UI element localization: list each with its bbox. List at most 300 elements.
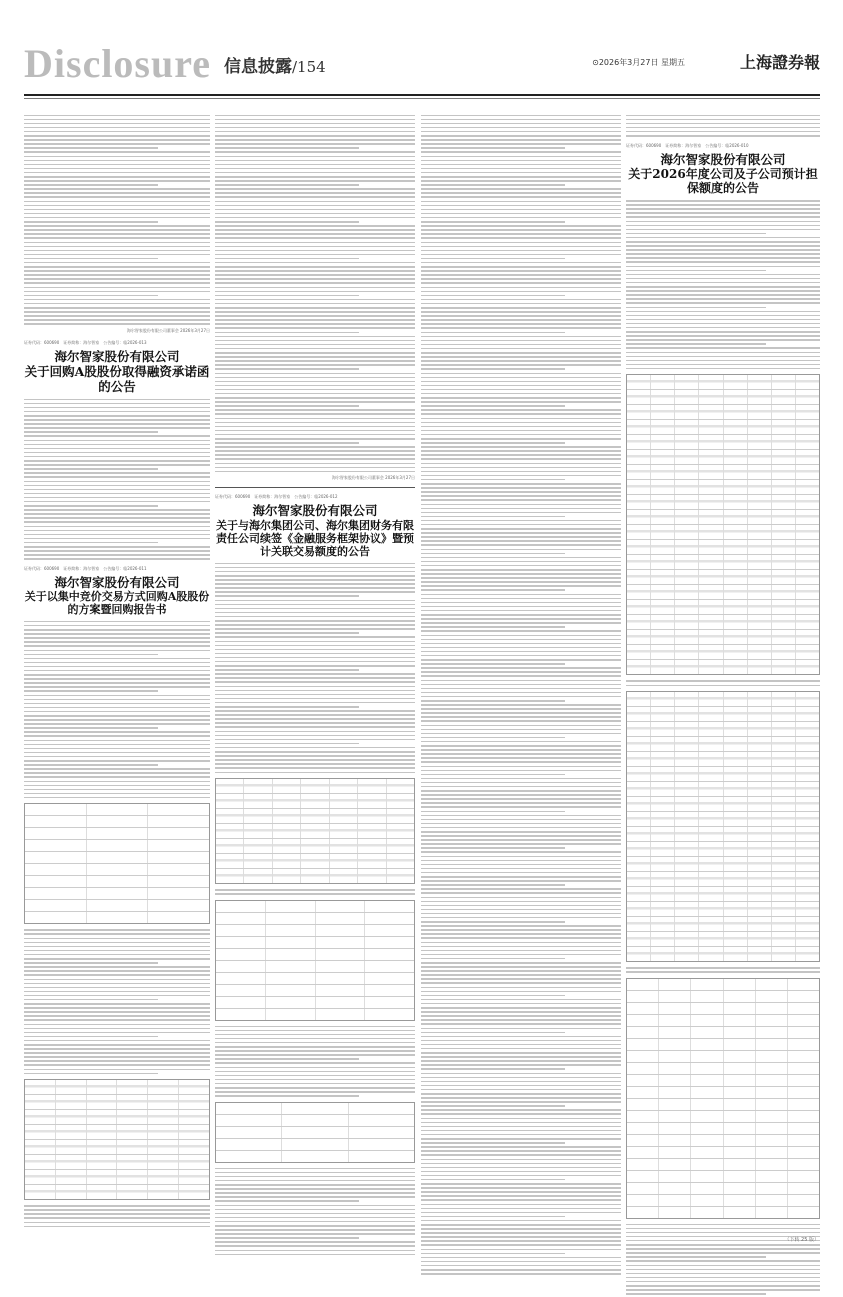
table-cell <box>724 495 748 509</box>
table-cell <box>266 925 316 936</box>
table-cell <box>627 1171 659 1182</box>
text-line <box>24 1007 210 1009</box>
text-line <box>24 472 210 474</box>
text-line <box>421 434 621 436</box>
table-cell <box>627 887 651 901</box>
text-line <box>421 438 621 440</box>
text-line <box>421 974 621 976</box>
text-line <box>24 933 210 935</box>
table-cell <box>659 1099 691 1110</box>
text-line <box>215 254 415 256</box>
text-line <box>421 282 621 284</box>
text-line <box>215 426 415 428</box>
text-line <box>421 819 621 821</box>
text-line <box>626 216 820 218</box>
text-line <box>421 266 621 268</box>
text-line <box>215 299 415 301</box>
table-cell <box>724 435 748 449</box>
text-line <box>215 373 415 375</box>
text-line <box>421 880 621 882</box>
text-line <box>421 966 621 968</box>
table-cell <box>788 1111 819 1122</box>
text-line <box>421 119 621 121</box>
table-cell <box>627 660 651 674</box>
text-line <box>421 680 621 682</box>
text-line <box>215 1046 415 1048</box>
text-line <box>626 274 820 276</box>
text-line <box>421 356 621 358</box>
text-line <box>215 205 415 207</box>
text-line <box>215 751 415 753</box>
table-cell <box>244 809 272 823</box>
table-cell <box>273 794 301 808</box>
table-cell <box>365 985 414 996</box>
table-cell <box>748 420 772 434</box>
table-cell <box>675 917 699 931</box>
text-line <box>215 430 415 432</box>
text-line <box>421 802 621 804</box>
stock-info: 证券代码：600690 证券简称：海尔智家 公告编号：临2026-011 <box>24 565 147 571</box>
table-cell <box>748 375 772 389</box>
text-line <box>421 450 621 452</box>
text-line <box>215 164 415 166</box>
table-cell <box>659 1159 691 1170</box>
text-line <box>421 1265 621 1267</box>
table-cell <box>796 480 819 494</box>
table-cell <box>772 645 796 659</box>
text-line <box>421 860 621 862</box>
masthead <box>24 34 820 92</box>
text-line <box>215 184 359 186</box>
text-line <box>421 925 621 927</box>
table-cell <box>699 887 723 901</box>
table-cell <box>748 630 772 644</box>
text-line <box>24 534 210 536</box>
text-line <box>24 748 210 750</box>
text-line <box>421 344 621 346</box>
table-cell <box>724 1087 756 1098</box>
table-cell <box>659 1147 691 1158</box>
paper-name: 上海證券報 <box>739 53 820 72</box>
text-line <box>421 798 621 800</box>
table-cell <box>25 1125 56 1139</box>
table-cell <box>282 1127 348 1138</box>
text-line <box>24 526 210 528</box>
text-line <box>215 726 415 728</box>
table-cell <box>699 752 723 766</box>
table-cell <box>724 1051 756 1062</box>
table-cell <box>724 375 748 389</box>
text-line <box>215 677 415 679</box>
text-line <box>626 315 820 317</box>
table-cell <box>148 1140 179 1154</box>
table-cell <box>772 707 796 721</box>
article-header <box>24 566 210 617</box>
text-line <box>24 641 210 643</box>
table-cell <box>627 991 659 1002</box>
text-line <box>215 735 415 737</box>
text-line <box>24 666 210 668</box>
text-line <box>215 612 415 614</box>
text-line <box>421 1118 621 1120</box>
table-cell <box>772 767 796 781</box>
table-cell <box>772 872 796 886</box>
table-cell <box>179 1155 209 1169</box>
text-line <box>215 147 359 149</box>
text-line <box>626 237 820 239</box>
table-cell <box>691 1051 723 1062</box>
table-cell <box>756 1039 788 1050</box>
table-cell <box>675 782 699 796</box>
text-line <box>215 213 415 215</box>
table-cell <box>117 1080 148 1094</box>
text-line <box>215 1050 415 1052</box>
table-cell <box>659 1015 691 1026</box>
text-line <box>215 352 415 354</box>
text-line <box>421 520 621 522</box>
table-cell <box>748 615 772 629</box>
table-cell <box>627 827 651 841</box>
text-line <box>215 258 359 260</box>
text-line <box>421 782 621 784</box>
table-cell <box>724 540 748 554</box>
text-line <box>24 262 210 264</box>
text-line <box>421 626 565 628</box>
text-line <box>421 549 621 551</box>
table-cell <box>748 645 772 659</box>
table-cell <box>724 947 748 961</box>
text-line <box>24 1036 158 1038</box>
table-cell <box>724 645 748 659</box>
table-cell <box>365 961 414 972</box>
text-line <box>421 1244 621 1246</box>
table-cell <box>301 824 329 838</box>
text-line <box>215 397 415 399</box>
text-line <box>24 184 158 186</box>
text-line <box>215 772 415 774</box>
table-cell <box>748 737 772 751</box>
table-cell <box>772 600 796 614</box>
text-line <box>24 662 210 664</box>
text-line <box>215 1241 415 1243</box>
article-body <box>24 621 210 799</box>
text-line <box>24 942 210 944</box>
table-cell <box>748 390 772 404</box>
table-cell <box>216 961 266 972</box>
text-line <box>24 221 158 223</box>
table-cell <box>699 540 723 554</box>
text-line <box>24 629 210 631</box>
table-row <box>627 660 819 674</box>
text-line <box>421 340 621 342</box>
article-body <box>24 929 210 1074</box>
table-cell <box>788 1159 819 1170</box>
text-line <box>24 1226 210 1228</box>
table-cell <box>651 510 675 524</box>
table-cell <box>627 917 651 931</box>
text-line <box>24 744 210 746</box>
text-line <box>626 1232 820 1234</box>
table-cell <box>659 1075 691 1086</box>
table-row <box>627 752 819 767</box>
table-row <box>627 1111 819 1123</box>
table-cell <box>748 767 772 781</box>
table-cell <box>788 1171 819 1182</box>
table-cell <box>675 902 699 916</box>
table-cell <box>365 925 414 936</box>
text-line <box>24 493 210 495</box>
text-line <box>24 307 210 309</box>
text-line <box>626 119 820 121</box>
table-cell <box>627 1183 659 1194</box>
table-cell <box>216 937 266 948</box>
table-cell <box>675 525 699 539</box>
text-line <box>421 585 621 587</box>
table-cell <box>796 812 819 826</box>
text-line <box>215 434 415 436</box>
text-line <box>215 1091 415 1093</box>
text-line <box>421 970 621 972</box>
table-cell <box>627 1111 659 1122</box>
text-line <box>421 213 621 215</box>
table-cell <box>87 1140 118 1154</box>
table-row <box>216 794 414 809</box>
text-line <box>24 399 210 401</box>
table-cell <box>772 752 796 766</box>
text-line <box>626 298 820 300</box>
text-line <box>421 426 621 428</box>
table-cell <box>651 932 675 946</box>
text-line <box>626 204 820 206</box>
text-line <box>215 225 415 227</box>
table-cell <box>330 869 358 883</box>
table-cell <box>756 1027 788 1038</box>
table-cell <box>748 555 772 569</box>
text-line <box>421 847 565 849</box>
text-line <box>626 1256 766 1258</box>
text-line <box>421 1216 565 1218</box>
text-line <box>626 1277 820 1279</box>
text-line <box>421 1085 621 1087</box>
text-line <box>215 673 415 675</box>
table-row <box>627 570 819 585</box>
text-line <box>215 115 415 117</box>
text-line <box>626 135 820 137</box>
table-cell <box>25 840 87 851</box>
data-table <box>215 900 415 1021</box>
text-line <box>24 781 210 783</box>
text-line <box>24 731 210 733</box>
table-cell <box>651 495 675 509</box>
table-cell <box>627 812 651 826</box>
article-body <box>626 1224 820 1295</box>
table-cell <box>675 600 699 614</box>
table-cell <box>365 913 414 924</box>
text-line <box>421 577 621 579</box>
table-cell <box>788 1207 819 1218</box>
table-cell <box>724 902 748 916</box>
table-row <box>627 390 819 405</box>
table-cell <box>724 707 748 721</box>
text-line <box>215 217 415 219</box>
text-line <box>421 475 621 477</box>
text-line <box>421 647 621 649</box>
table-cell <box>756 1003 788 1014</box>
table-cell <box>266 949 316 960</box>
table-cell <box>796 917 819 931</box>
table-cell <box>724 510 748 524</box>
continued-note: （下转 25 版） <box>784 1237 819 1243</box>
text-line <box>421 610 621 612</box>
table-cell <box>724 630 748 644</box>
text-line <box>24 995 210 997</box>
text-line <box>215 270 415 272</box>
table-cell <box>748 510 772 524</box>
table-cell <box>179 1095 209 1109</box>
text-line <box>24 974 210 976</box>
table-row <box>627 872 819 887</box>
text-line <box>421 471 621 473</box>
text-line <box>421 737 565 739</box>
table-cell <box>148 888 209 899</box>
text-line <box>24 250 210 252</box>
text-line <box>421 991 621 993</box>
table-cell <box>216 809 244 823</box>
table-cell <box>651 872 675 886</box>
text-line <box>421 151 621 153</box>
text-line <box>421 1093 621 1095</box>
text-line <box>24 509 210 511</box>
table-cell <box>796 405 819 419</box>
text-line <box>215 1034 415 1036</box>
text-line <box>24 950 210 952</box>
table-cell <box>724 570 748 584</box>
table-cell <box>659 1063 691 1074</box>
table-cell <box>699 722 723 736</box>
table-row <box>216 997 414 1009</box>
table-cell <box>675 450 699 464</box>
brand-logo: Disclosure <box>24 41 212 86</box>
table-cell <box>699 600 723 614</box>
table-cell <box>756 1147 788 1158</box>
text-line <box>215 743 359 745</box>
text-line <box>24 1028 210 1030</box>
table-cell <box>675 932 699 946</box>
table-cell <box>316 985 366 996</box>
text-line <box>24 699 210 701</box>
table-cell <box>316 925 366 936</box>
text-line <box>215 1250 415 1252</box>
table-cell <box>627 570 651 584</box>
text-line <box>215 1237 359 1239</box>
table-cell <box>25 912 87 923</box>
table-row <box>216 824 414 839</box>
text-line <box>421 901 621 903</box>
text-line <box>215 767 415 769</box>
table-cell <box>748 465 772 479</box>
text-line <box>421 1199 621 1201</box>
text-line <box>215 307 415 309</box>
table-cell <box>301 794 329 808</box>
table-cell <box>651 887 675 901</box>
text-line <box>421 409 621 411</box>
table-cell <box>627 947 651 961</box>
table-cell <box>216 794 244 808</box>
table-cell <box>675 812 699 826</box>
table-cell <box>349 1115 414 1126</box>
table-cell <box>691 1099 723 1110</box>
text-line <box>421 622 621 624</box>
text-line <box>421 675 621 677</box>
table-row <box>627 1183 819 1195</box>
text-line <box>421 1023 621 1025</box>
table-cell <box>651 707 675 721</box>
article-sign: 海尔智家股份有限公司董事会 2026年3月27日 <box>126 327 210 333</box>
text-line <box>421 192 621 194</box>
table-cell <box>216 1151 282 1162</box>
text-line <box>215 1192 415 1194</box>
table-cell <box>651 782 675 796</box>
table-cell <box>365 1009 414 1020</box>
text-line <box>215 348 415 350</box>
text-line <box>421 401 621 403</box>
table-cell <box>330 824 358 838</box>
text-line <box>421 753 621 755</box>
table-cell <box>724 1195 756 1206</box>
table-cell <box>675 707 699 721</box>
table-cell <box>56 1095 87 1109</box>
table-cell <box>796 375 819 389</box>
table-cell <box>387 809 414 823</box>
text-line <box>24 546 210 548</box>
table-cell <box>796 842 819 856</box>
table-cell <box>659 1135 691 1146</box>
table-row <box>25 816 209 828</box>
text-line <box>24 196 210 198</box>
text-line <box>421 942 621 944</box>
table-cell <box>651 630 675 644</box>
table-cell <box>87 1125 118 1139</box>
text-line <box>24 407 210 409</box>
table-cell <box>25 1110 56 1124</box>
text-line <box>421 1105 565 1107</box>
table-cell <box>699 872 723 886</box>
table-cell <box>651 842 675 856</box>
text-line <box>215 661 415 663</box>
table-cell <box>772 630 796 644</box>
text-line <box>421 839 621 841</box>
text-line <box>215 763 415 765</box>
table-cell <box>724 1075 756 1086</box>
table-cell <box>25 1185 56 1199</box>
table-cell <box>179 1170 209 1184</box>
text-line <box>421 757 621 759</box>
text-line <box>215 168 415 170</box>
text-line <box>421 299 621 301</box>
table-cell <box>25 852 87 863</box>
table-cell <box>748 887 772 901</box>
text-line <box>421 1171 621 1173</box>
table-cell <box>748 600 772 614</box>
article-header <box>24 340 210 395</box>
article-body <box>626 115 820 137</box>
text-line <box>421 614 621 616</box>
text-line <box>24 983 210 985</box>
table-cell <box>748 585 772 599</box>
text-line <box>215 722 415 724</box>
table-cell <box>691 1087 723 1098</box>
text-line <box>421 278 621 280</box>
